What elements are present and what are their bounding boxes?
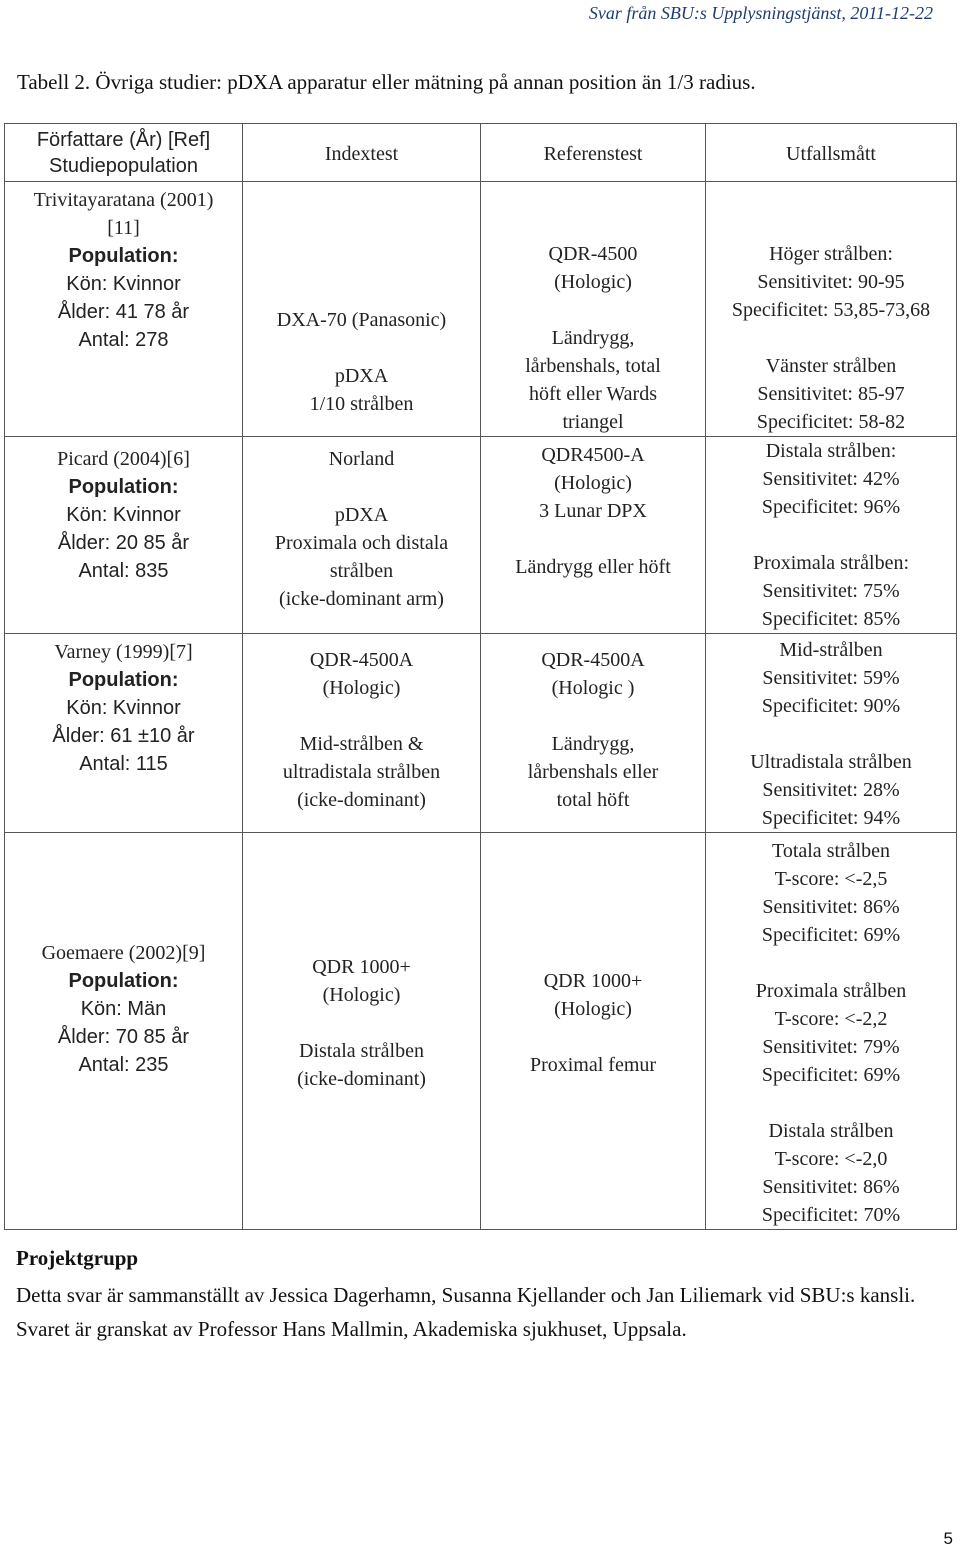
reference-test-line: höft eller Wards [529, 383, 657, 405]
outcome-line: Proximala strålben [755, 980, 907, 1002]
outcome-line: Mid-strålben [779, 639, 883, 661]
author-cell [5, 833, 243, 1230]
population-label: Population: [68, 970, 179, 992]
spacer [243, 473, 480, 501]
outcome-line: Specificitet: 69% [761, 924, 901, 946]
index-test-line: 1/10 strålben [309, 393, 414, 415]
index-cell [243, 182, 481, 437]
study-author: Picard (2004)[6] [57, 448, 190, 470]
reference-test-line: QDR-4500A [541, 649, 645, 671]
table-caption: Tabell 2. Övriga studier: pDXA apparatur eller mätning på annan position än 1/3 radius. [17, 70, 756, 94]
population-detail: Kön: Kvinnor [66, 697, 181, 719]
spacer [706, 521, 956, 549]
outcome-line: Specificitet: 58-82 [756, 411, 906, 433]
reference-test-line: (Hologic) [554, 472, 632, 494]
outcome-line: Specificitet: 85% [761, 608, 901, 630]
index-cell [243, 437, 481, 634]
author-cell [5, 437, 243, 634]
spacer [481, 296, 705, 324]
outcome-line: Sensitivitet: 42% [762, 468, 900, 490]
outcome-line: Sensitivitet: 79% [762, 1036, 900, 1058]
spacer [481, 1023, 705, 1051]
page-number: 5 [943, 1529, 953, 1548]
reference-cell [481, 634, 706, 833]
outcome-line: T-score: <-2,0 [774, 1148, 888, 1170]
study-author: Trivitayaratana (2001) [33, 189, 214, 211]
outcome-line: Specificitet: 94% [761, 807, 901, 829]
population-detail: Ålder: 20 85 år [57, 532, 190, 554]
study-author: [11] [107, 217, 140, 239]
reference-test-line: Proximal femur [529, 1054, 657, 1076]
spacer [706, 720, 956, 748]
header-author-line: Författare (År) [Ref] [36, 129, 211, 151]
index-cell [243, 634, 481, 833]
outcome-line: T-score: <-2,5 [774, 868, 888, 890]
reference-test-line: QDR4500-A [541, 444, 645, 466]
reference-test-line: Ländrygg eller höft [515, 556, 671, 578]
table-row [5, 182, 957, 437]
outcome-line: Sensitivitet: 86% [762, 896, 900, 918]
population-detail: Kön: Män [80, 998, 167, 1020]
index-test-line: (icke-dominant arm) [279, 588, 444, 610]
reference-test-line: triangel [562, 411, 624, 433]
outcome-cell [706, 437, 957, 634]
index-test-line: Proximala och distala [274, 532, 449, 554]
outcome-line: Sensitivitet: 59% [762, 667, 900, 689]
spacer [706, 324, 956, 352]
reference-cell [481, 182, 706, 437]
table-header-row [5, 124, 957, 182]
reference-cell [481, 833, 706, 1230]
reference-test-line: lårbenshals, total [525, 355, 661, 377]
reference-test-line: QDR 1000+ [543, 970, 643, 992]
study-author: Goemaere (2002)[9] [41, 942, 206, 964]
index-test-line: strålben [329, 560, 394, 582]
reference-test-line: (Hologic ) [551, 677, 635, 699]
outcome-line: Specificitet: 90% [761, 695, 901, 717]
index-test-line: Norland [328, 448, 395, 470]
index-test-line: (icke-dominant) [297, 789, 426, 811]
outcome-line: Sensitivitet: 86% [762, 1176, 900, 1198]
population-detail: Antal: 835 [78, 560, 169, 582]
reference-test-line: Ländrygg, [551, 733, 635, 755]
reference-test-line: (Hologic) [554, 271, 632, 293]
author-cell [5, 182, 243, 437]
index-test-line: (Hologic) [322, 984, 401, 1006]
index-test-line: QDR 1000+ [312, 956, 411, 978]
header-index: Indextest [243, 124, 481, 182]
reference-test-line: 3 Lunar DPX [539, 500, 647, 522]
reference-test-line: lårbenshals eller [527, 761, 659, 783]
population-detail: Ålder: 61 ±10 år [52, 725, 195, 747]
outcome-cell [706, 634, 957, 833]
outcome-line: Specificitet: 69% [761, 1064, 901, 1086]
studies-table [4, 123, 957, 1230]
index-test-line: (icke-dominant) [297, 1068, 426, 1090]
outcome-line: Specificitet: 53,85-73,68 [731, 299, 931, 321]
outcome-line: Distala strålben [768, 1120, 894, 1142]
population-label: Population: [68, 476, 179, 498]
population-label: Population: [68, 669, 179, 691]
index-cell [243, 833, 481, 1230]
header-outcome: Utfallsmått [706, 124, 957, 182]
population-label: Population: [68, 245, 179, 267]
table-row [5, 634, 957, 833]
index-test-line: pDXA [334, 504, 389, 526]
projektgrupp-title: Projektgrupp [16, 1246, 139, 1270]
spacer [481, 525, 705, 553]
index-test-line: pDXA [334, 365, 389, 387]
outcome-line: Höger strålben: [769, 243, 893, 265]
outcome-line: Sensitivitet: 75% [762, 580, 900, 602]
population-detail: Ålder: 41 78 år [57, 301, 190, 323]
spacer [243, 278, 480, 306]
index-test-line: Mid-strålben & [299, 733, 424, 755]
table-row [5, 833, 957, 1230]
outcome-line: Proximala strålben: [752, 552, 910, 574]
outcome-line: Ultradistala strålben [750, 751, 912, 773]
table-row [5, 437, 957, 634]
header-author-line: Studiepopulation [48, 155, 198, 177]
spacer [706, 949, 956, 977]
outcome-cell [706, 833, 957, 1230]
reference-test-line: (Hologic) [554, 998, 632, 1020]
outcome-line: T-score: <-2,2 [774, 1008, 888, 1030]
reference-cell [481, 437, 706, 634]
spacer [243, 334, 480, 362]
index-test-line: DXA-70 (Panasonic) [276, 309, 447, 331]
spacer [706, 1089, 956, 1117]
population-detail: Kön: Kvinnor [66, 273, 181, 295]
projektgrupp-text: Detta svar är sammanställt av Jessica Dagerhamn, Susanna Kjellander och Jan Liliemark vid SBU:s kansli. Svaret är granskat av Professor Hans Mallmin, Akademiska sjukhuset, Uppsala. [16, 1283, 916, 1341]
index-test-line: ultradistala strålben [282, 761, 441, 783]
study-author: Varney (1999)[7] [54, 641, 193, 663]
document-header: Svar från SBU:s Upplysningstjänst, 2011-12-22 [588, 3, 933, 23]
reference-test-line: total höft [556, 789, 630, 811]
index-test-line: QDR-4500A [309, 649, 414, 671]
author-cell [5, 634, 243, 833]
reference-test-line: QDR-4500 [548, 243, 638, 265]
reference-test-line: Ländrygg, [551, 327, 635, 349]
population-detail: Antal: 278 [78, 329, 169, 351]
outcome-line: Sensitivitet: 28% [762, 779, 900, 801]
spacer [243, 1009, 480, 1037]
spacer [243, 702, 480, 730]
outcome-line: Sensitivitet: 90-95 [757, 271, 905, 293]
header-author [5, 124, 243, 182]
outcome-line: Specificitet: 70% [761, 1204, 901, 1226]
outcome-line: Specificitet: 96% [761, 496, 901, 518]
outcome-line: Totala strålben [772, 840, 890, 862]
header-reference: Referenstest [481, 124, 706, 182]
outcome-line: Distala strålben: [765, 440, 897, 462]
index-test-line: (Hologic) [322, 677, 401, 699]
population-detail: Ålder: 70 85 år [57, 1026, 190, 1048]
spacer [481, 702, 705, 730]
outcome-line: Vänster strålben [765, 355, 897, 377]
outcome-cell [706, 182, 957, 437]
index-test-line: Distala strålben [299, 1040, 424, 1062]
population-detail: Kön: Kvinnor [66, 504, 181, 526]
outcome-line: Sensitivitet: 85-97 [757, 383, 905, 405]
population-detail: Antal: 115 [79, 753, 168, 775]
population-detail: Antal: 235 [78, 1054, 169, 1076]
